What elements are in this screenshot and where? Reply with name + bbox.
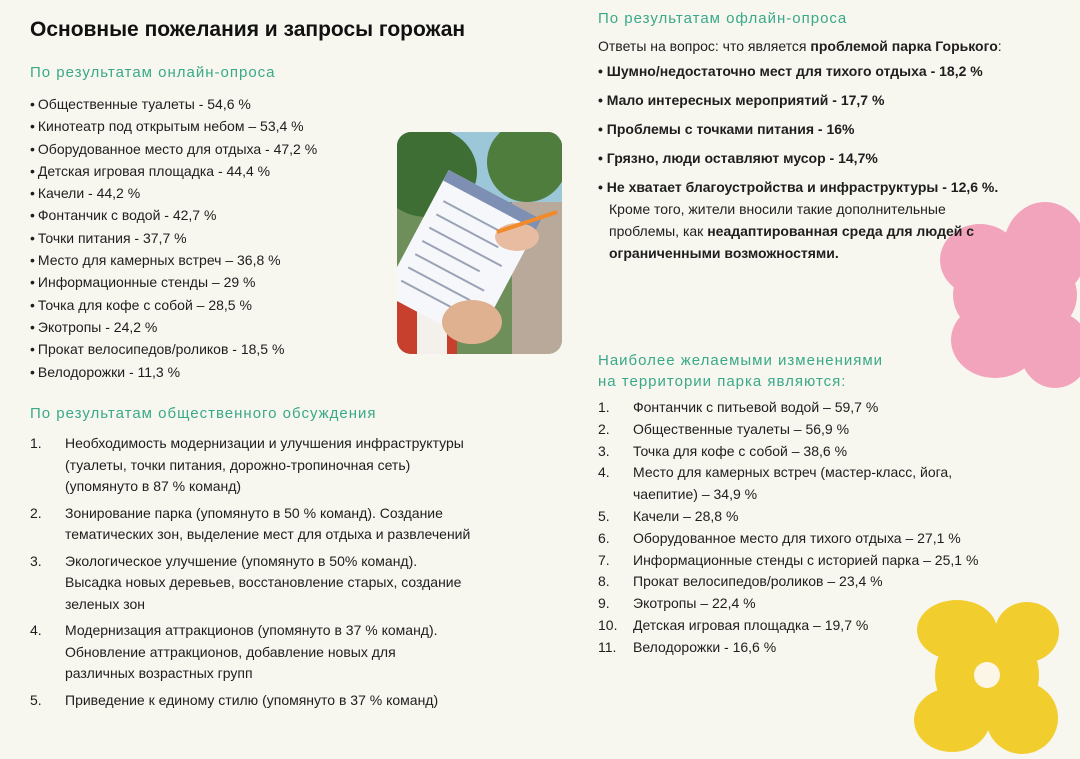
additional-problems bbox=[598, 198, 998, 264]
extra-line-2-plain: проблемы, как bbox=[609, 223, 708, 239]
problem-text: • Мало интересных мероприятий - 17,7 % bbox=[598, 92, 884, 108]
desired-change-item bbox=[598, 506, 978, 528]
online-survey-item: • Детская игровая площадка - 44,4 % bbox=[30, 160, 317, 182]
online-survey-item: • Фонтанчик с водой - 42,7 % bbox=[30, 204, 317, 226]
item-number: 1. bbox=[598, 399, 610, 415]
desired-changes-heading bbox=[598, 350, 883, 392]
item-text-line: Точка для кофе с собой – 38,6 % bbox=[633, 442, 848, 459]
item-text-line: тематических зон, выделение мест для отдыха и развлечений bbox=[65, 526, 471, 542]
problem-item bbox=[598, 118, 998, 140]
online-survey-item: • Информационные стенды – 29 % bbox=[30, 271, 317, 293]
item-text-line: (упомянуто в 87 % команд) bbox=[65, 478, 242, 494]
desired-change-item bbox=[598, 637, 978, 659]
desired-change-item bbox=[598, 397, 978, 419]
public-discussion-item bbox=[30, 551, 470, 616]
desired-changes-heading-line2: на территории парка являются: bbox=[598, 373, 847, 390]
item-text bbox=[65, 433, 464, 498]
desired-changes-heading-line1: Наиболее желаемыми изменениями bbox=[598, 352, 884, 369]
item-text-line: Приведение к единому стилю (упомянуто в 37 % команд) bbox=[65, 691, 439, 708]
desired-change-item bbox=[598, 571, 978, 593]
desired-change-item bbox=[598, 419, 978, 441]
online-survey-item: • Прокат велосипедов/роликов - 18,5 % bbox=[30, 338, 317, 360]
item-text bbox=[633, 441, 847, 463]
item-text-line: Велодорожки - 16,6 % bbox=[633, 638, 777, 655]
offline-survey-question bbox=[598, 38, 1002, 54]
item-number: 8. bbox=[598, 573, 610, 590]
page-title: Основные пожелания и запросы горожан bbox=[30, 18, 466, 41]
item-text-line: Прокат велосипедов/роликов – 23,4 % bbox=[633, 573, 883, 590]
problem-item bbox=[598, 89, 998, 111]
item-number: 10. bbox=[598, 616, 618, 633]
desired-change-item bbox=[598, 462, 978, 506]
item-text-line: различных возрастных групп bbox=[65, 665, 253, 681]
question-bold: проблемой парка Горького bbox=[810, 38, 998, 54]
item-number: 6. bbox=[598, 529, 610, 546]
item-text bbox=[633, 397, 878, 419]
item-text bbox=[633, 571, 883, 593]
desired-change-item bbox=[598, 528, 978, 550]
item-number: 4. bbox=[598, 464, 610, 481]
item-text-line: Качели – 28,8 % bbox=[633, 507, 739, 524]
desired-change-item bbox=[598, 441, 978, 463]
public-discussion-item bbox=[30, 690, 470, 712]
item-number: 5. bbox=[598, 507, 610, 524]
item-number: 9. bbox=[598, 595, 610, 612]
item-text-line: Место для камерных встреч (мастер-класс, йога, bbox=[633, 464, 953, 481]
desired-change-item bbox=[598, 615, 978, 637]
item-text bbox=[65, 503, 470, 546]
item-text bbox=[633, 550, 978, 572]
item-text-line: Модернизация аттракционов (упомянуто в 37 % команд). bbox=[65, 622, 438, 638]
item-number: 11. bbox=[598, 638, 617, 655]
item-text-line: чаепитие) – 34,9 % bbox=[633, 486, 758, 503]
desired-change-item bbox=[598, 593, 978, 615]
problem-text: • Не хватает благоустройства и инфраструктуры - 12,6 %. bbox=[598, 179, 998, 195]
item-text-line: Необходимость модернизации и улучшения инфраструктуры bbox=[65, 435, 464, 451]
item-text-line: Общественные туалеты – 56,9 % bbox=[633, 420, 850, 437]
survey-photo bbox=[397, 132, 562, 354]
online-survey-item: • Кинотеатр под открытым небом – 53,4 % bbox=[30, 115, 317, 137]
online-survey-item: • Оборудованное место для отдыха - 47,2 % bbox=[30, 138, 317, 160]
item-text-line: Высадка новых деревьев, восстановление старых, создание bbox=[65, 574, 462, 590]
item-number: 5. bbox=[30, 691, 42, 708]
item-text-line: Зонирование парка (упомянуто в 50 % команд). Создание bbox=[65, 504, 443, 521]
online-survey-item: • Точка для кофе с собой – 28,5 % bbox=[30, 294, 317, 316]
item-text bbox=[633, 593, 756, 615]
question-prefix: Ответы на вопрос: что является bbox=[598, 38, 811, 54]
public-discussion-list bbox=[30, 433, 470, 716]
problem-text: • Шумно/недостаточно мест для тихого отдыха - 18,2 % bbox=[598, 63, 983, 79]
item-text bbox=[633, 506, 738, 528]
online-survey-item: • Общественные туалеты - 54,6 % bbox=[30, 93, 317, 115]
item-text-line: зеленых зон bbox=[65, 595, 146, 612]
item-text bbox=[633, 637, 776, 659]
item-text bbox=[65, 551, 461, 616]
item-text-line: Экологическое улучшение (упомянуто в 50% команд). bbox=[65, 552, 418, 569]
extra-line-1: Кроме того, жители вносили такие дополнительные bbox=[609, 201, 946, 217]
extra-line-3-bold: ограниченными возможностями. bbox=[609, 245, 839, 261]
problem-item bbox=[598, 147, 998, 169]
online-survey-list bbox=[30, 93, 317, 383]
public-discussion-item bbox=[30, 620, 470, 685]
item-text-line: Обновление аттракционов, добавление новых для bbox=[65, 643, 396, 660]
item-number: 7. bbox=[598, 551, 610, 568]
offline-survey-heading: По результатам офлайн-опроса bbox=[598, 10, 848, 27]
item-text bbox=[633, 615, 868, 637]
online-survey-item: • Качели - 44,2 % bbox=[30, 182, 317, 204]
question-suffix: : bbox=[997, 38, 1002, 54]
item-text-line: (туалеты, точки питания, дорожно-тропиночная сеть) bbox=[65, 456, 411, 473]
online-survey-heading: По результатам онлайн-опроса bbox=[30, 64, 276, 81]
desired-change-item bbox=[598, 550, 978, 572]
problem-item bbox=[598, 176, 998, 264]
problem-text: • Грязно, люди оставляют мусор - 14,7% bbox=[598, 150, 878, 166]
item-text bbox=[633, 419, 849, 441]
desired-changes-list bbox=[598, 397, 978, 659]
problem-text: • Проблемы с точками питания - 16% bbox=[598, 121, 855, 137]
extra-line-2-bold: неадаптированная среда для людей с bbox=[707, 223, 975, 239]
public-discussion-heading: По результатам общественного обсуждения bbox=[30, 405, 377, 422]
item-number: 3. bbox=[30, 552, 42, 569]
item-text-line: Фонтанчик с питьевой водой – 59,7 % bbox=[633, 399, 879, 415]
public-discussion-item bbox=[30, 433, 470, 498]
item-number: 4. bbox=[30, 622, 42, 638]
item-text bbox=[633, 462, 952, 506]
item-text-line: Детская игровая площадка – 19,7 % bbox=[633, 616, 869, 633]
item-text bbox=[65, 620, 438, 685]
online-survey-item: • Место для камерных встреч – 36,8 % bbox=[30, 249, 317, 271]
offline-problems-list bbox=[598, 60, 998, 271]
item-text-line: Экотропы – 22,4 % bbox=[633, 595, 756, 612]
online-survey-item: • Экотропы - 24,2 % bbox=[30, 316, 317, 338]
online-survey-item: • Точки питания - 37,7 % bbox=[30, 227, 317, 249]
public-discussion-item bbox=[30, 503, 470, 546]
item-text-line: Оборудованное место для тихого отдыха – 27,1 % bbox=[633, 529, 961, 546]
online-survey-item: • Велодорожки - 11,3 % bbox=[30, 361, 317, 383]
item-number: 3. bbox=[598, 442, 610, 459]
item-text-line: Информационные стенды с историей парка – 25,1 % bbox=[633, 551, 979, 568]
item-number: 1. bbox=[30, 435, 42, 451]
item-text bbox=[633, 528, 961, 550]
item-text bbox=[65, 690, 438, 712]
item-number: 2. bbox=[30, 504, 42, 521]
item-number: 2. bbox=[598, 420, 610, 437]
problem-item bbox=[598, 60, 998, 82]
